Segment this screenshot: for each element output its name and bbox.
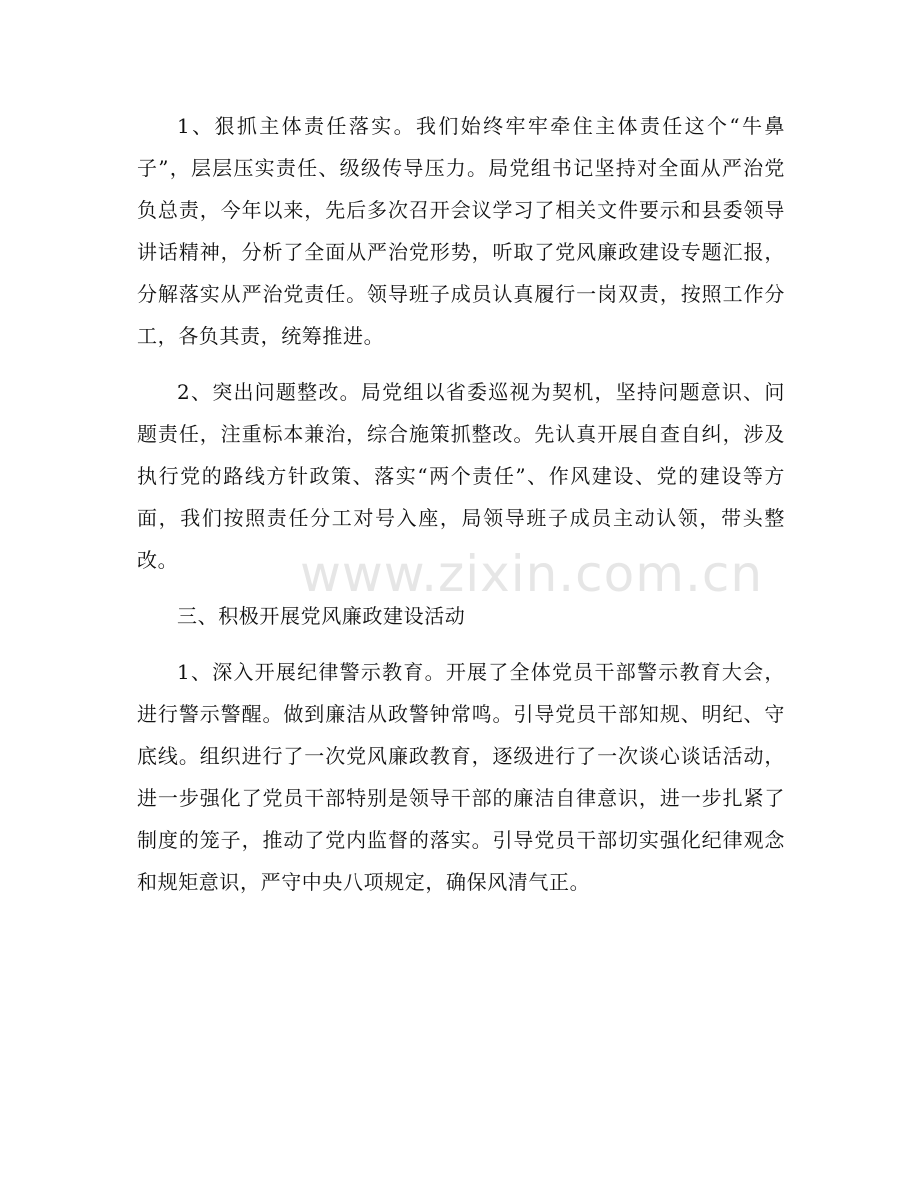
document-body <box>137 105 785 917</box>
section-heading: 三、积极开展党风廉政建设活动 <box>177 604 466 628</box>
paragraph-2: 2、突出问题整改。局党组以省委巡视为契机，坚持问题意识、问题责任，注重标本兼治，综合施策抓整改。先认真开展自查自纠，涉及执行党的路线方针政策、落实“两个责任”、作风建设、党的建设等方面，我们按照责任分工对号入座，局领导班子成员主动认领，带头整改。 <box>137 380 785 572</box>
paragraph-3: 1、深入开展纪律警示教育。开展了全体党员干部警示教育大会，进行警示警醒。做到廉洁从政警钟常鸣。引导党员干部知规、明纪、守底线。组织进行了一次党风廉政教育，逐级进行了一次谈心谈话活动，进一步强化了党员干部特别是领导干部的廉洁自律意识，进一步扎紧了制度的笼子，推动了党内监督的落实。引导党员干部切实强化纪律观念和规矩意识，严守中央八项规定，确保风清气正。 <box>137 660 785 894</box>
watermark: www.zixin.com.cn <box>300 545 764 603</box>
paragraph-1: 1、狠抓主体责任落实。我们始终牢牢牵住主体责任这个“牛鼻子”，层层压实责任、级级传导压力。局党组书记坚持对全面从严治党负总责，今年以来，先后多次召开会议学习了相关文件要示和县委领导讲话精神，分析了全面从严治党形势，听取了党风廉政建设专题汇报，分解落实从严治党责任。领导班子成员认真履行一岗双责，按照工作分工，各负其责，统筹推进。 <box>137 114 785 348</box>
